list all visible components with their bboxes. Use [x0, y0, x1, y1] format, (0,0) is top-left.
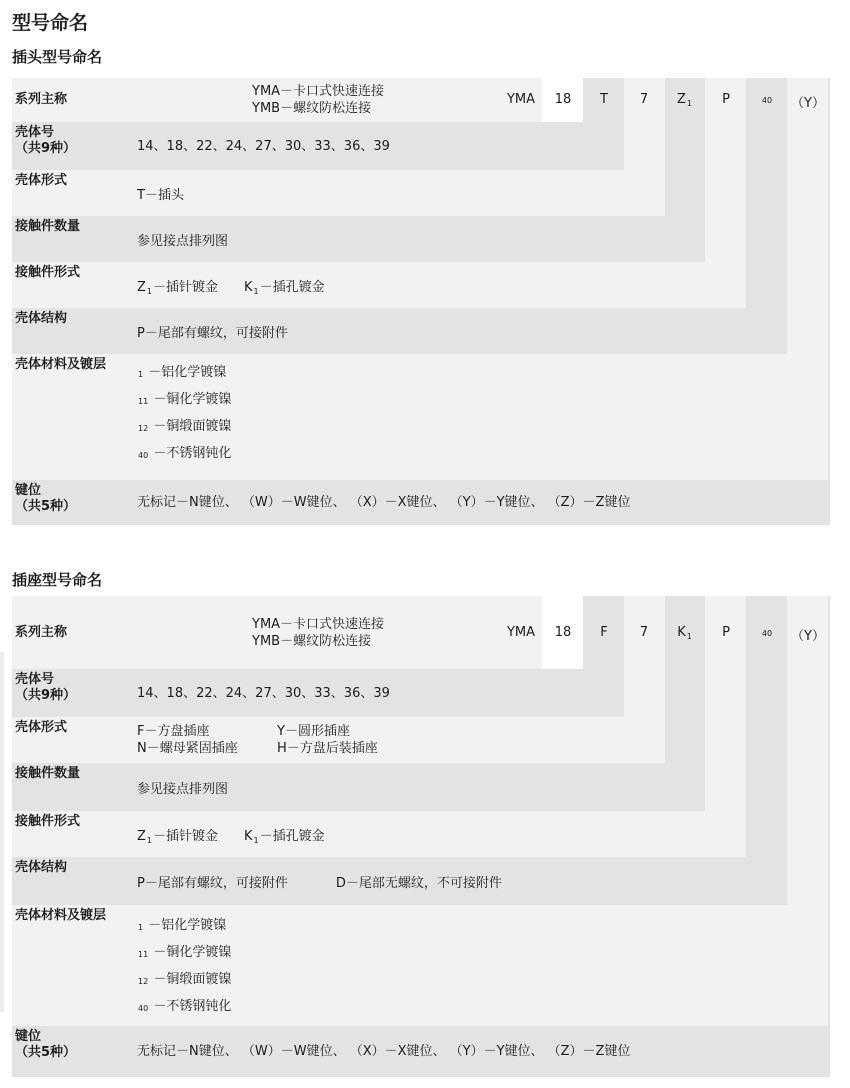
code-text: Z — [677, 92, 686, 107]
row-label-line: 壳体号 — [15, 672, 55, 687]
material-option — [137, 391, 231, 418]
row-option: H－方盘后装插座 — [277, 741, 378, 756]
option-subscript: 1 — [253, 835, 259, 845]
option-subscript: 1 — [253, 286, 259, 296]
row-content — [137, 828, 325, 846]
row-content — [137, 494, 630, 511]
option-code: Z — [137, 279, 146, 295]
code-subscript: 1 — [686, 99, 692, 108]
option-code: K — [244, 279, 253, 295]
material-option — [137, 418, 231, 445]
row-label — [15, 483, 76, 515]
material-code: 12 — [138, 424, 149, 433]
row-label-line: （共5种） — [15, 1045, 77, 1060]
row-label-line: 壳体结构 — [15, 311, 68, 326]
row-label — [15, 173, 67, 189]
code-text: 7 — [639, 92, 649, 107]
series-description — [252, 616, 384, 650]
row-strip — [12, 763, 665, 811]
code-text: 18 — [554, 624, 572, 640]
row-label — [15, 219, 80, 235]
material-option — [137, 998, 231, 1025]
material-option — [137, 364, 231, 391]
row-label-line: 接触件数量 — [15, 766, 81, 781]
row-option: 14、18、22、24、27、30、33、36、39 — [137, 685, 390, 701]
row-content — [137, 781, 228, 798]
series-label: 系列主称 — [15, 624, 68, 640]
code-text: YMA — [506, 624, 536, 640]
row-label — [15, 766, 80, 782]
row-label-line: 壳体材料及镀层 — [15, 357, 107, 372]
row-content — [137, 917, 231, 1025]
material-text: －铜缎面镀镍 — [149, 419, 232, 434]
row-option: N－螺母紧固插座 — [137, 741, 238, 756]
socket-naming-chart — [12, 596, 830, 1080]
row-label — [15, 265, 80, 281]
code-text: F — [600, 624, 608, 640]
code-text: YMA — [506, 92, 536, 107]
row-label — [15, 908, 106, 924]
row-content — [137, 685, 390, 702]
row-label — [15, 814, 80, 830]
material-code: 11 — [138, 397, 149, 406]
code-7 — [778, 625, 838, 644]
row-option: 无标记－N键位、 （W）－W键位、 （X）－X键位、 （Y）－Y键位、 （Z）－Z键位 — [137, 495, 631, 510]
row-option: 无标记－N键位、 （W）－W键位、 （X）－X键位、 （Y）－Y键位、 （Z）－Z键位 — [137, 1044, 631, 1059]
row-label-line: 壳体材料及镀层 — [15, 908, 107, 923]
row-content — [137, 187, 184, 204]
row-strip — [12, 905, 787, 1026]
option-subscript: 1 — [146, 286, 152, 296]
row-strip — [12, 354, 787, 480]
material-text: －铜化学镀镍 — [149, 945, 232, 960]
code-text: 18 — [554, 92, 572, 107]
plug-section-title: 插头型号命名 — [12, 48, 103, 66]
row-content — [137, 723, 427, 757]
row-option — [137, 279, 218, 297]
code-text: （Y） — [791, 628, 825, 644]
code-column-bg — [787, 78, 828, 525]
row-strip — [12, 811, 705, 857]
row-label — [15, 311, 67, 327]
material-option — [137, 971, 231, 998]
row-option — [244, 828, 325, 846]
row-content — [137, 138, 390, 155]
material-text: －不锈钢钝化 — [149, 446, 232, 461]
code-text: 7 — [639, 624, 649, 640]
row-option — [137, 828, 218, 846]
series-option: YMA－卡口式快速连接 — [252, 616, 385, 632]
option-text: －插针镀金 — [153, 828, 219, 844]
material-text: －铝化学镀镍 — [144, 365, 227, 380]
material-code: 1 — [138, 370, 144, 379]
code-column-bg — [828, 78, 830, 525]
material-text: －不锈钢钝化 — [149, 999, 232, 1014]
option-text: －插孔镀金 — [259, 828, 325, 844]
material-code: 1 — [138, 923, 144, 932]
left-edge-mark — [0, 652, 4, 1012]
code-text: （Y） — [791, 96, 825, 111]
material-text: －铜化学镀镍 — [149, 392, 232, 407]
material-text: －铝化学镀镍 — [144, 918, 227, 933]
row-strip — [12, 262, 705, 308]
row-label-line: 壳体形式 — [15, 720, 68, 735]
row-strip — [12, 216, 665, 262]
material-option — [137, 917, 231, 944]
row-label-line: 壳体结构 — [15, 860, 68, 875]
plug-naming-chart — [12, 78, 830, 525]
code-text: K — [677, 624, 686, 640]
series-option: YMA－卡口式快速连接 — [252, 84, 385, 99]
row-label-line: 壳体形式 — [15, 173, 68, 188]
row-content — [137, 1043, 630, 1060]
row-option — [244, 279, 325, 297]
series-label: 系列主称 — [15, 92, 68, 107]
socket-section-title: 插座型号命名 — [12, 571, 103, 589]
material-code: 11 — [138, 950, 149, 959]
row-label-line: （共9种） — [15, 688, 77, 703]
row-option: Y－圆形插座 — [277, 724, 350, 739]
series-description — [252, 83, 384, 117]
row-strip — [12, 308, 746, 354]
code-text: 40 — [761, 628, 773, 638]
code-text: 40 — [761, 96, 773, 105]
row-option: D－尾部无螺纹，不可接附件 — [335, 875, 502, 891]
code-column-bg — [828, 596, 830, 1077]
row-label-line: （共9种） — [15, 141, 77, 156]
row-label — [15, 672, 76, 704]
material-text: －铜缎面镀镍 — [149, 972, 232, 987]
material-code: 40 — [138, 1004, 149, 1013]
row-content — [137, 279, 325, 297]
row-label-line: 接触件数量 — [15, 219, 81, 234]
option-code: K — [244, 828, 253, 844]
row-label — [15, 720, 67, 736]
option-grid — [137, 723, 427, 757]
row-label — [15, 357, 106, 373]
row-label — [15, 860, 67, 876]
code-subscript: 1 — [686, 631, 692, 641]
row-option: F－方盘插座 — [137, 724, 210, 739]
row-label-line: （共5种） — [15, 499, 77, 514]
row-option: 14、18、22、24、27、30、33、36、39 — [137, 138, 390, 154]
material-option — [137, 944, 231, 971]
row-label-line: 壳体号 — [15, 125, 55, 140]
row-option: P－尾部有螺纹，可接附件 — [137, 325, 288, 341]
row-content — [137, 875, 502, 892]
row-content — [137, 233, 228, 250]
code-7 — [778, 92, 838, 111]
row-label-line: 键位 — [15, 1029, 42, 1044]
row-option: P－尾部有螺纹，可接附件 — [137, 875, 288, 891]
row-option: 参见接点排列图 — [137, 233, 229, 249]
code-text: P — [722, 92, 730, 107]
material-code: 12 — [138, 977, 149, 986]
code-text: T — [600, 92, 608, 107]
option-subscript: 1 — [146, 835, 152, 845]
row-strip — [12, 170, 624, 216]
row-label-line: 键位 — [15, 483, 42, 498]
row-content — [137, 325, 288, 342]
option-code: Z — [137, 828, 146, 844]
series-option: YMB－螺纹防松连接 — [252, 101, 372, 116]
code-text: P — [722, 624, 730, 640]
row-label-line: 接触件形式 — [15, 814, 81, 829]
series-option: YMB－螺纹防松连接 — [252, 633, 372, 649]
material-code: 40 — [138, 451, 149, 460]
row-label — [15, 125, 76, 157]
option-text: －插针镀金 — [153, 279, 219, 295]
material-option — [137, 445, 231, 472]
option-text: －插孔镀金 — [259, 279, 325, 295]
row-option: 参见接点排列图 — [137, 781, 229, 797]
row-content — [137, 364, 231, 472]
page-title: 型号命名 — [12, 12, 89, 34]
row-label — [15, 1029, 76, 1061]
row-option: T－插头 — [137, 187, 184, 203]
code-column-bg — [787, 596, 828, 1077]
row-label-line: 接触件形式 — [15, 265, 81, 280]
